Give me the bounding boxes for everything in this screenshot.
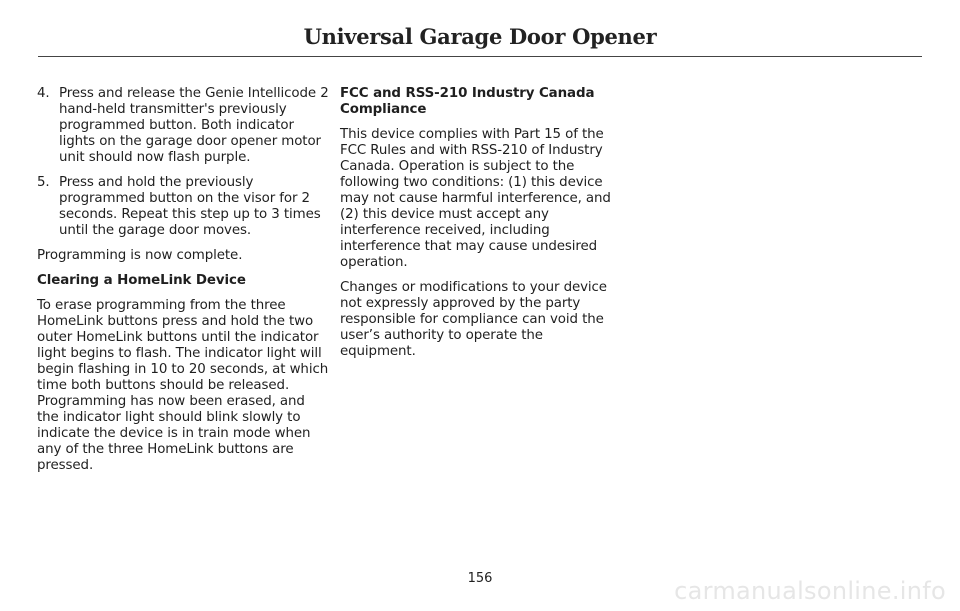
section-heading-clearing: Clearing a HomeLink Device [37,273,246,288]
compliance-text: This device complies with Part 15 of the FCC Rules and with RSS-210 of Industry Canada. Operation is subject to the following two conditions: (1) this device may not cause harmful interference, and (2) this device must accept any interference received, including interference that may cause undesired operation. [340,127,611,270]
title-divider [38,56,922,57]
watermark: carmanualsonline.info [674,577,946,605]
clearing-instructions-text: To erase programming from the three HomeLink buttons press and hold the two outer HomeLink buttons until the indicator light begins to flash. The indicator light will begin flashing in 10 to 20 seconds, at which time both buttons should be released. Programming has now been erased, and the indicator light should blink slowly to indicate the device is in train mode when any of the three HomeLink buttons are pressed. [37,298,329,473]
list-item-number: 5. [37,175,50,190]
list-item [37,175,329,239]
list-item-number: 4. [37,86,50,101]
list-item [37,86,329,166]
right-column [340,86,622,369]
list-item-text: Press and hold the previously programmed button on the visor for 2 seconds. Repeat this step up to 3 times until the garage door moves. [59,175,321,238]
modifications-text: Changes or modifications to your device not expressly approved by the party responsible for compliance can void the user’s authority to operate the equipment. [340,280,607,359]
section-heading-fcc: FCC and RSS-210 Industry Canada Compliance [340,86,595,117]
page-title: Universal Garage Door Opener [303,24,657,49]
list-item-text: Press and release the Genie Intellicode 2 hand-held transmitter's previously programmed button. Both indicator lights on the garage door opener motor unit should now flash purple. [59,86,329,165]
page-number: 156 [467,571,493,586]
programming-complete-text: Programming is now complete. [37,248,243,263]
left-column [37,86,329,483]
